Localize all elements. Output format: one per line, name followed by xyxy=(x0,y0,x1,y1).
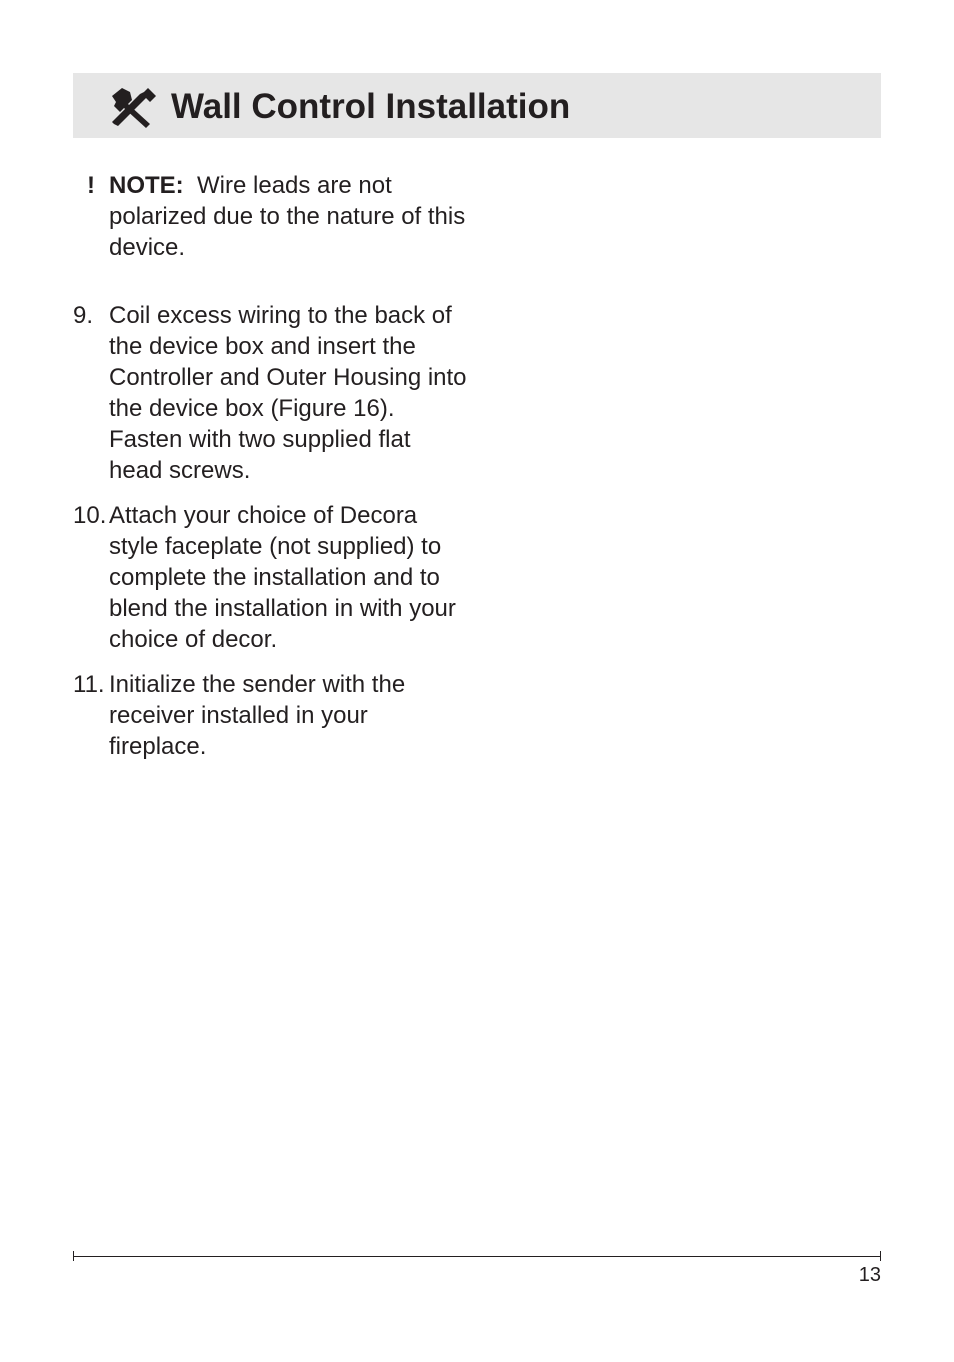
section-header xyxy=(73,73,881,138)
footer-divider xyxy=(73,1256,881,1257)
page-title: Wall Control Installation xyxy=(171,87,571,126)
note-label: NOTE: xyxy=(109,172,184,199)
step-text: Attach your choice of Decora style faceplate (not supplied) to complete the installation and to blend the installation in with your choice of decor. xyxy=(109,502,456,653)
note-text: Wire leads are not polarized due to the nature of this device. xyxy=(109,172,466,261)
step-text: Coil excess wiring to the back of the device box and insert the Controller and Outer Housing into the device box (Figure 16). Fasten with two supplied flat head screws. xyxy=(109,302,467,484)
footer-divider-tick xyxy=(880,1251,881,1261)
page-number: 13 xyxy=(858,1264,881,1286)
note-exclamation-icon: ! xyxy=(87,172,95,199)
step-number: 10. xyxy=(73,502,107,529)
note-content xyxy=(109,170,469,263)
footer-divider-tick xyxy=(73,1251,74,1261)
step-number: 9. xyxy=(73,302,94,329)
tools-icon xyxy=(110,86,158,130)
step-text: Initialize the sender with the receiver installed in your fireplace. xyxy=(109,671,406,760)
step-number: 11. xyxy=(73,671,105,698)
